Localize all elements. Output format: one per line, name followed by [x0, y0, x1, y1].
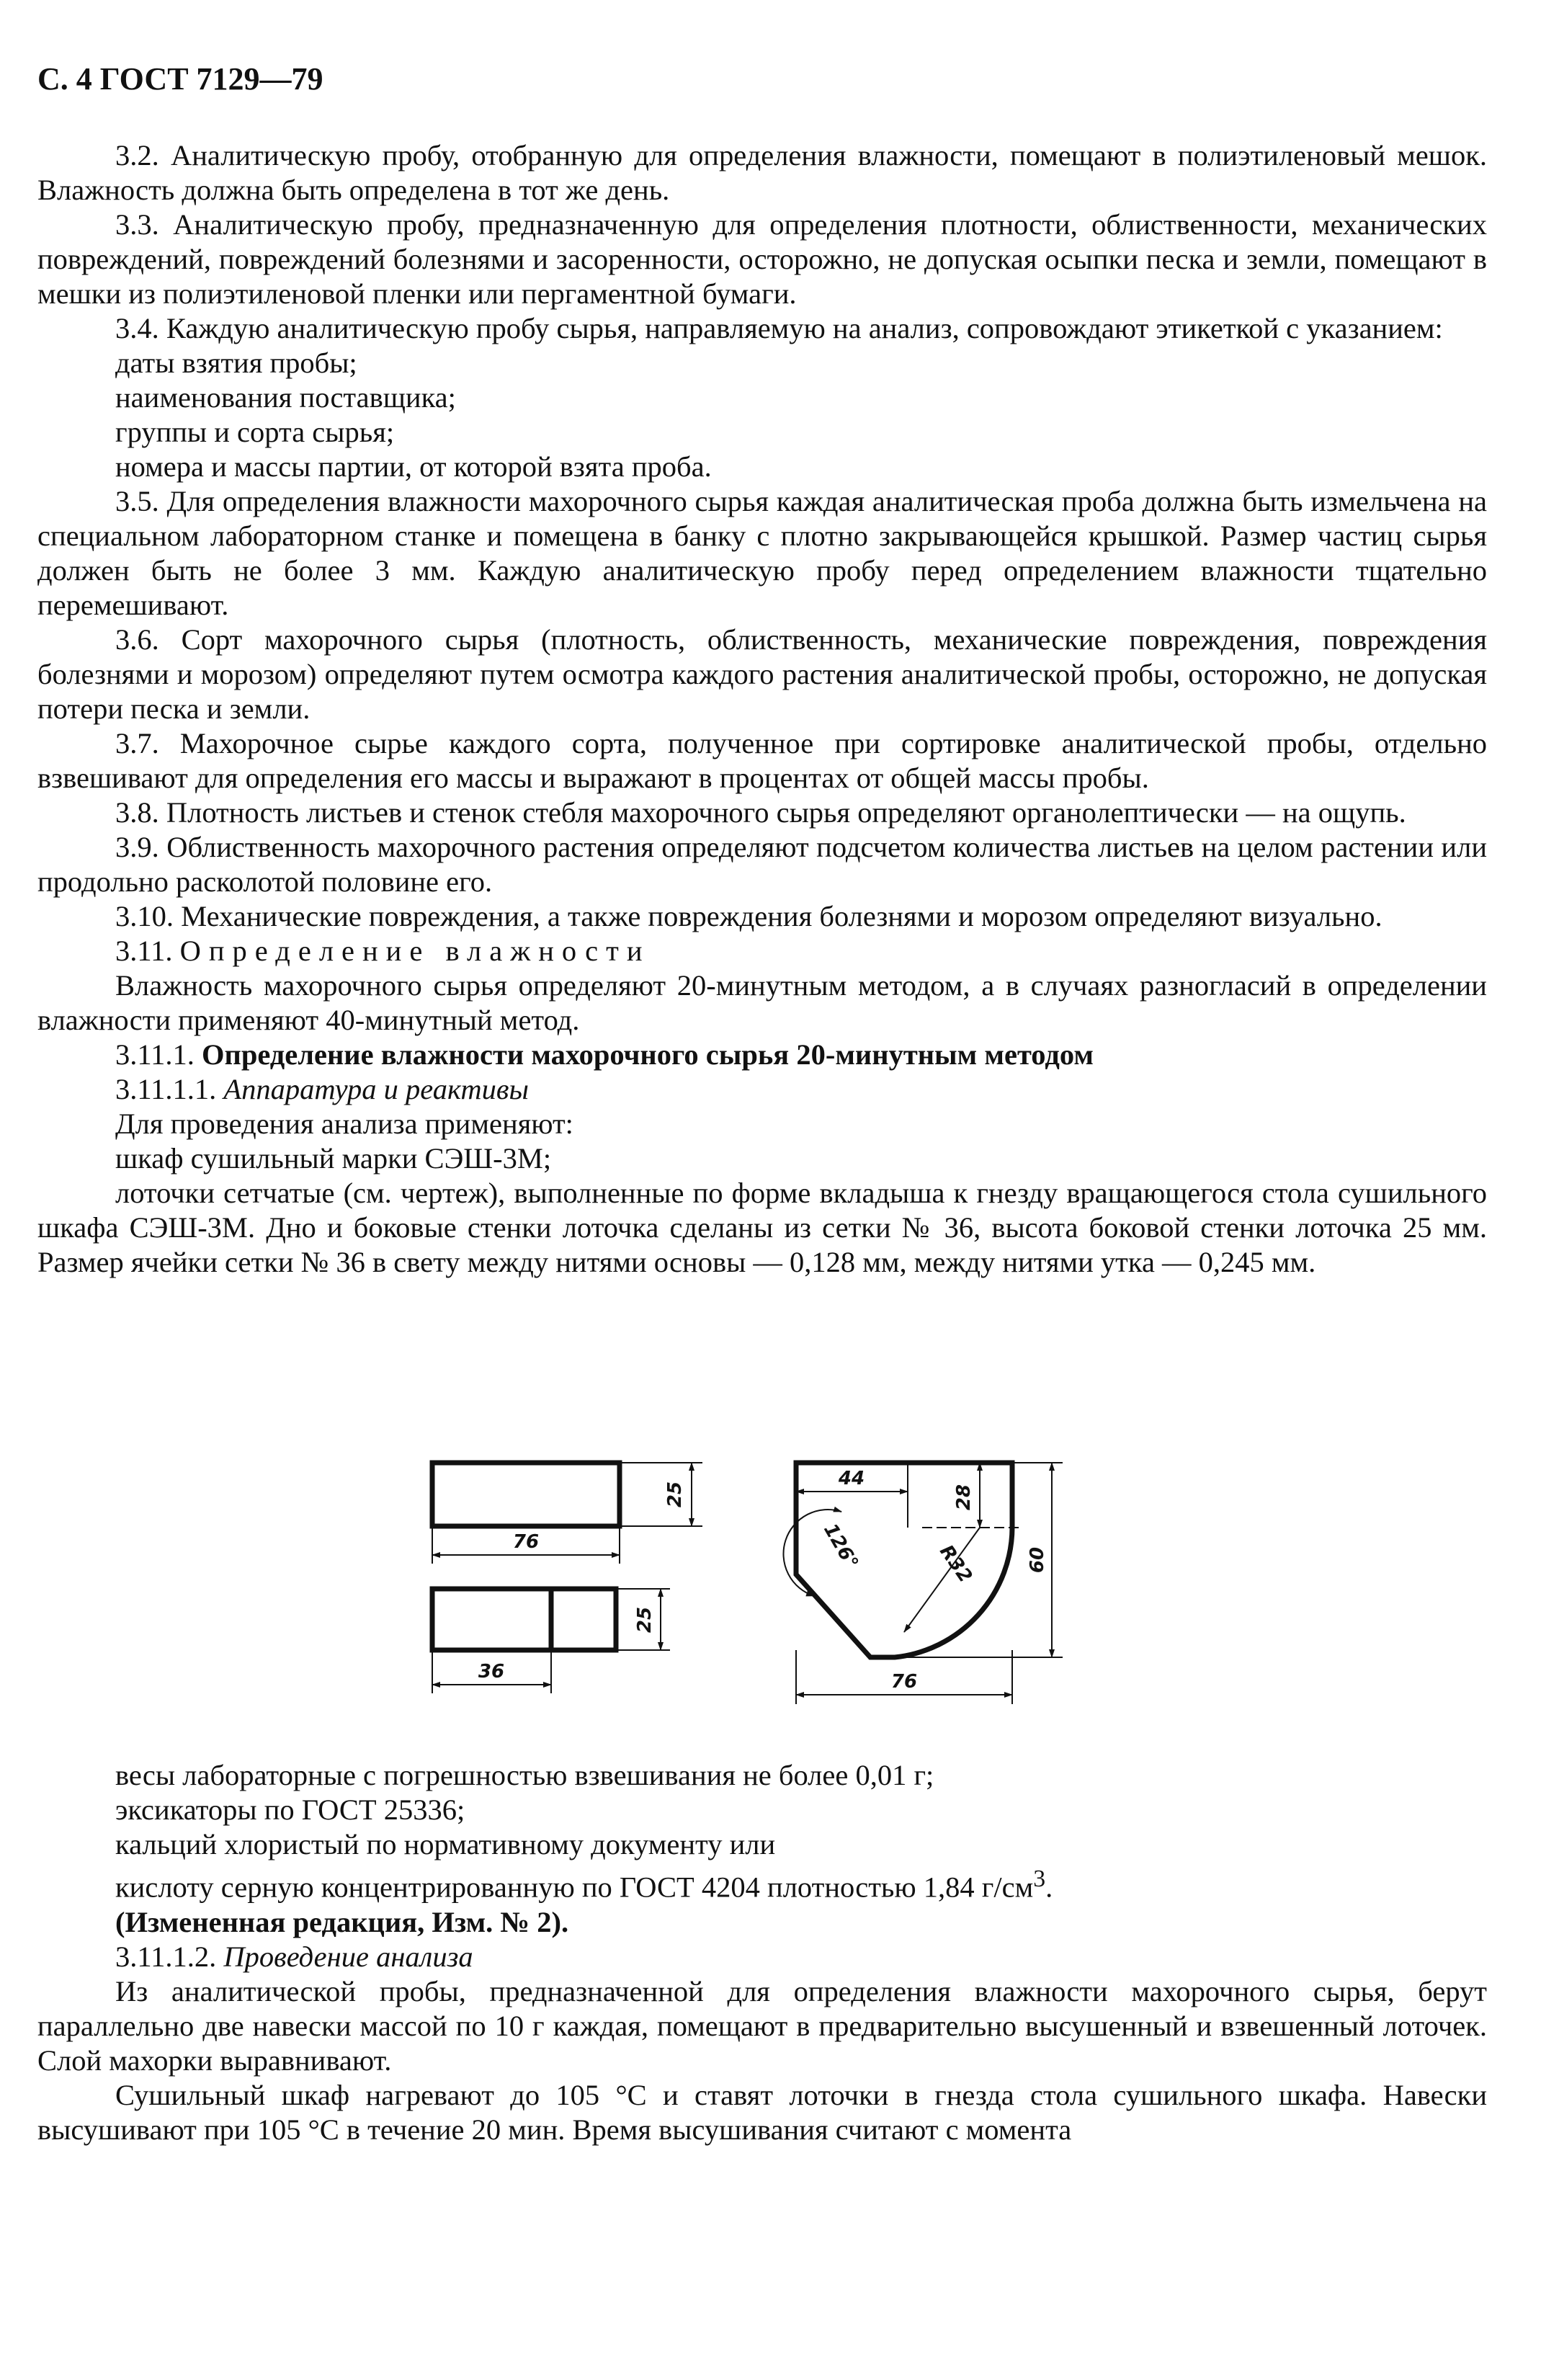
para-3-10: 3.10. Механические повреждения, а также повреждения болезнями и морозом определяют визуально.	[115, 900, 1382, 932]
dim-label-r32: R32	[935, 1541, 976, 1587]
heading-3-11-1-2	[37, 1940, 1487, 1974]
sulfuric-acid-text: кислоту серную концентрированную по ГОСТ 4204 плотностью 1,84 г/см	[115, 1871, 1034, 1904]
para-3-11-text: Влажность махорочного сырья определяют 20-минутным методом, а в случаях разногласий в определении влажности применяют 40-минутный метод.	[37, 969, 1487, 1036]
dim-label-28: 28	[953, 1484, 975, 1511]
heading-3-11	[37, 934, 1487, 968]
para-desiccators: эксикаторы по ГОСТ 25336;	[115, 1793, 465, 1826]
dim-label-36: 36	[478, 1661, 505, 1683]
list-item: группы и сорта сырья;	[115, 416, 395, 448]
heading-3-11-1-title: Определение влажности махорочного сырья 20-минутным методом	[202, 1038, 1094, 1071]
dim-label-126: 126°	[819, 1520, 862, 1573]
para-sampling: Из аналитической пробы, предназначенной для определения влажности махорочного сырья, берут параллельно две навески массой по 10 г каждая, помещают в предварительно высушенный и взвешенный лоточек. Слой махорки выравнивают.	[37, 1974, 1487, 2077]
heading-3-11-1-1	[37, 1072, 1487, 1107]
dim-label-25-top: 25	[664, 1481, 686, 1508]
para-calcium-chloride: кальций хлористый по нормативному документу или	[115, 1828, 776, 1860]
heading-3-11-1-1-title: Аппаратура и реактивы	[223, 1073, 529, 1105]
para-drying: Сушильный шкаф нагревают до 105 °С и ставят лоточки в гнезда стола сушильного шкафа. Навески высушивают при 105 °С в течение 20 мин. Время высушивания считают с момента	[37, 2078, 1487, 2146]
para-3-3: 3.3. Аналитическую пробу, предназначенную для определения плотности, облиственности, механических повреждений, повреждений болезнями и засоренности, осторожно, не допуская осыпки песка и земли, помещают в мешки из полиэтиленовой пленки или пергаментной бумаги.	[37, 208, 1487, 310]
para-scales: весы лабораторные с погрешностью взвешивания не более 0,01 г;	[115, 1759, 934, 1791]
dim-label-76-right: 76	[890, 1671, 918, 1693]
sulfuric-acid-superscript: 3	[1033, 1866, 1046, 1892]
para-drying-cabinet: шкаф сушильный марки СЭШ-3М;	[115, 1142, 552, 1175]
radius-line	[904, 1528, 980, 1632]
list-item: даты взятия пробы;	[115, 347, 357, 379]
heading-3-11-1-2-title: Проведение анализа	[223, 1940, 473, 1973]
tray-front-view	[432, 1589, 616, 1650]
heading-3-11-title: Определение влажности	[179, 935, 651, 967]
tray-drawing	[403, 1448, 1124, 1719]
heading-3-11-1	[37, 1038, 1487, 1072]
revision-note: (Измененная редакция, Изм. № 2).	[115, 1905, 569, 1938]
list-item: наименования поставщика;	[115, 381, 456, 414]
dim-label-25-bottom: 25	[634, 1606, 656, 1634]
dim-label-76-top: 76	[512, 1531, 540, 1553]
dim-label-44: 44	[838, 1468, 865, 1489]
page-header: С. 4 ГОСТ 7129—79	[37, 61, 323, 97]
list-item: номера и массы партии, от которой взята проба.	[115, 450, 712, 483]
heading-3-11-1-1-number: 3.11.1.1.	[115, 1073, 217, 1105]
top-text-block	[37, 138, 1487, 1280]
para-3-8: 3.8. Плотность листьев и стенок стебля махорочного сырья определяют органолептически — на ощупь.	[115, 796, 1406, 829]
para-3-4: 3.4. Каждую аналитическую пробу сырья, направляемую на анализ, сопровождают этикеткой с указанием:	[115, 312, 1443, 344]
para-3-9: 3.9. Облиственность махорочного растения определяют подсчетом количества листьев на целом растении или продольно расколотой половине его.	[37, 831, 1487, 898]
para-sulfuric-acid	[37, 1862, 1487, 1905]
para-mesh-trays: лоточки сетчатые (см. чертеж), выполненные по форме вкладыша к гнезду вращающегося стола сушильного шкафа СЭШ-3М. Дно и боковые стенки лоточка сделаны из сетки № 36, высота боковой стенки лоточка 25 мм. Размер ячейки сетки № 36 в свету между нитями основы — 0,128 мм, между нитями утка — 0,245 мм.	[37, 1177, 1487, 1278]
para-3-7: 3.7. Махорочное сырье каждого сорта, полученное при сортировке аналитической пробы, отдельно взвешивают для определения его массы и выражают в процентах от общей массы пробы.	[37, 727, 1487, 794]
tray-side-view	[432, 1463, 620, 1526]
dim-label-60: 60	[1027, 1546, 1048, 1574]
para-apparatus-intro: Для проведения анализа применяют:	[115, 1107, 573, 1140]
heading-3-11-1-number: 3.11.1.	[115, 1038, 195, 1071]
heading-3-11-number: 3.11.	[115, 935, 173, 967]
para-3-6: 3.6. Сорт махорочного сырья (плотность, облиственность, механические повреждения, повреждения болезнями и морозом) определяют путем осмотра каждого растения аналитической пробы, осторожно, не допуская потери песка и земли.	[37, 623, 1487, 725]
para-3-2: 3.2. Аналитическую пробу, отобранную для определения влажности, помещают в полиэтиленовый мешок. Влажность должна быть определена в тот же день.	[37, 139, 1487, 206]
heading-3-11-1-2-number: 3.11.1.2.	[115, 1940, 217, 1973]
bottom-text-block	[37, 1758, 1487, 2147]
tray-drawing-svg	[403, 1448, 1124, 1715]
sulfuric-acid-end: .	[1045, 1871, 1053, 1904]
para-3-5: 3.5. Для определения влажности махорочного сырья каждая аналитическая проба должна быть измельчена на специальном лабораторном станке и помещена в банку с плотно закрывающейся крышкой. Размер частиц сырья должен быть не более 3 мм. Каждую аналитическую пробу перед определением влажности тщательно перемешивают.	[37, 485, 1487, 621]
